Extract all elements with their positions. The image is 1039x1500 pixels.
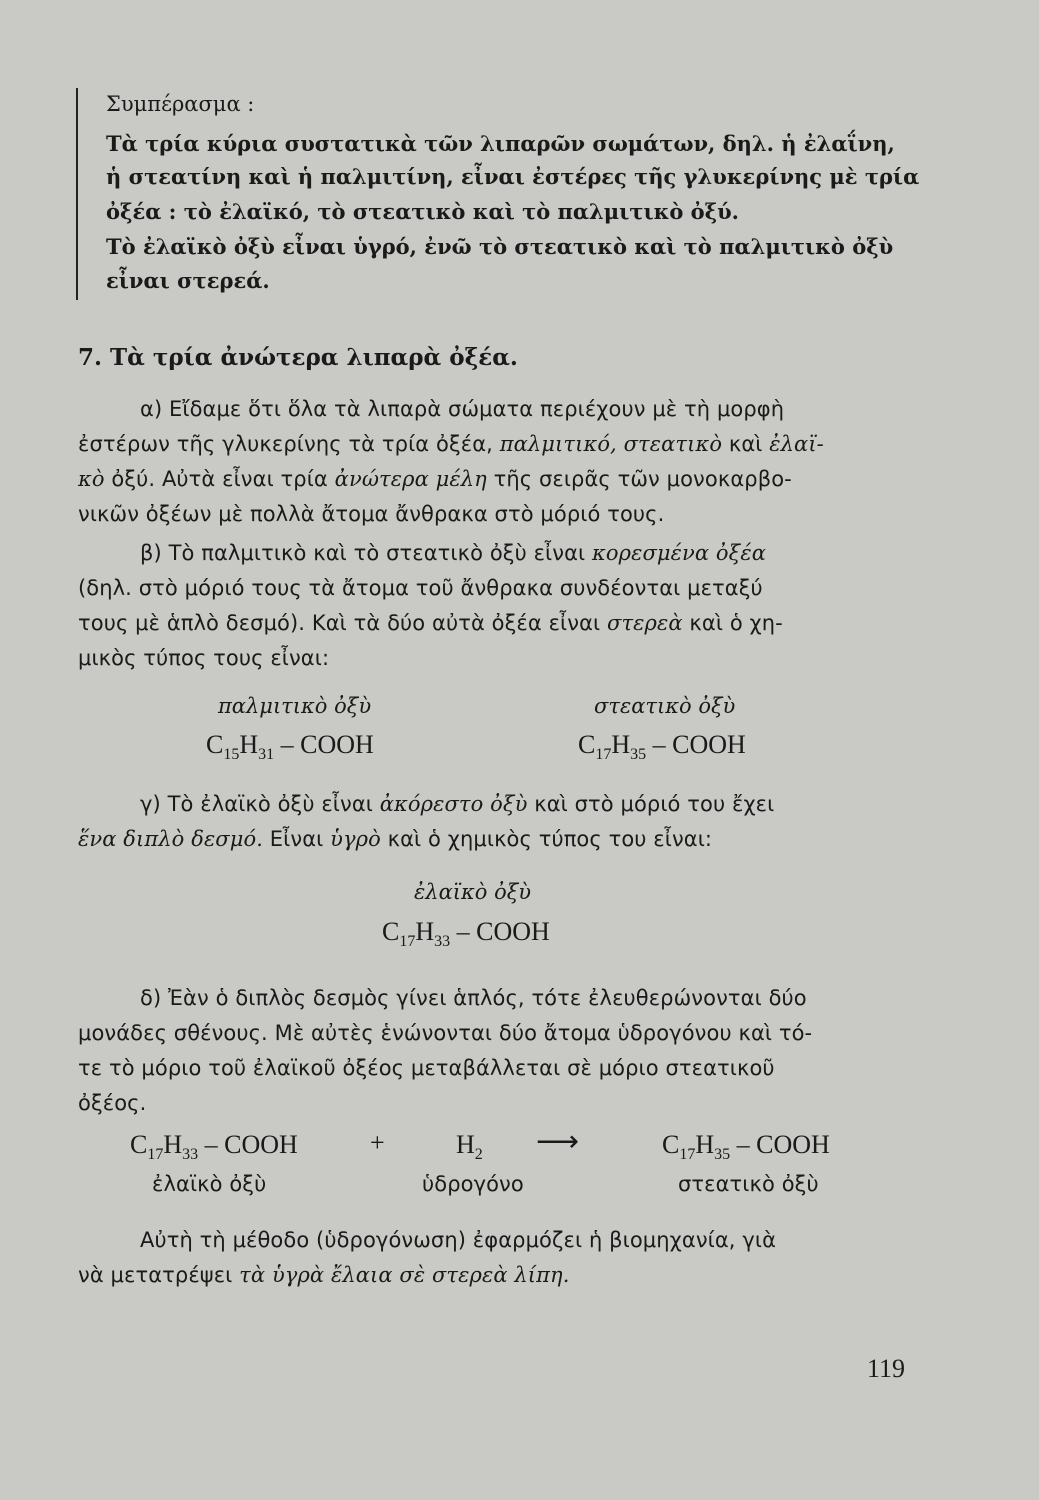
para-a-line-4: νικῶν ὀξέων μὲ πολλὰ ἄτομα ἄνθρακα στὸ μόριό τους.	[78, 502, 665, 526]
formula-oleic-c-sub: 17	[399, 933, 416, 951]
para-c-line-1-text-1: γ) Τὸ ἐλαϊκὸ ὀξὺ εἶναι	[140, 792, 373, 816]
formula-palm-cooh: – COOH	[274, 730, 374, 759]
reaction-left-cooh: – COOH	[198, 1130, 298, 1159]
summary-margin-bar	[76, 88, 78, 300]
reaction-reactant-oleic	[130, 1130, 298, 1164]
reaction-h2-sub: 2	[474, 1146, 483, 1164]
para-b-line-1-text: β) Τὸ παλμιτικὸ καὶ τὸ στεατικὸ ὀξὺ εἶναι	[140, 541, 586, 565]
formula-palm-c: C	[206, 730, 224, 759]
reaction-left-h: H	[163, 1130, 183, 1159]
formula-2-label-oleic: ἐλαϊκὸ ὀξὺ	[414, 880, 532, 904]
formula-oleic-h: H	[415, 917, 435, 946]
reaction-label-oleic: ἐλαϊκὸ ὀξὺ	[152, 1172, 267, 1196]
para-d-line-4: ὀξέος.	[78, 1091, 147, 1115]
formula-stear-h: H	[611, 730, 631, 759]
reaction-hydrogen	[456, 1130, 483, 1164]
summary-line-3: ὀξέα : τὸ ἐλαϊκό, τὸ στεατικὸ καὶ τὸ παλμιτικὸ ὀξύ.	[106, 199, 739, 224]
closing-line-2-text: νὰ μετατρέψει	[78, 1263, 233, 1287]
summary-line-4: Τὸ ἐλαϊκὸ ὀξὺ εἶναι ὑγρό, ἐνῶ τὸ στεατικὸ καὶ τὸ παλμιτικὸ ὀξὺ	[106, 234, 894, 259]
summary-title: Συμπέρασμα :	[106, 92, 255, 116]
para-a-line-1: α) Εἴδαμε ὅτι ὅλα τὰ λιπαρὰ σώματα περιέχουν μὲ τὴ μορφὴ	[140, 397, 785, 421]
para-a-line-3-text-2: τῆς σειρᾶς τῶν μονοκαρβο-	[493, 467, 792, 491]
para-a-line-3-text-1: ὀξύ. Αὐτὰ εἶναι τρία	[111, 467, 328, 491]
formula-1-label-stearic: στεατικὸ ὀξὺ	[594, 694, 736, 718]
formula-palm-h: H	[239, 730, 259, 759]
para-c-line-2-italic-1: ἕνα διπλὸ δεσμό.	[78, 827, 264, 851]
formula-stearic-acid	[578, 730, 746, 764]
reaction-right-c: C	[662, 1130, 680, 1159]
page-number: 119	[866, 1354, 905, 1383]
para-c-line-2-italic-2: ὑγρὸ	[330, 827, 381, 851]
formula-palm-c-sub: 15	[223, 746, 240, 764]
para-c-line-1-italic: ἀκόρεστο ὀξὺ	[379, 792, 528, 816]
reaction-left-c-sub: 17	[147, 1146, 164, 1164]
formula-palm-h-sub: 31	[258, 746, 275, 764]
closing-line-2	[78, 1263, 570, 1287]
para-d-line-1: δ) Ἐὰν ὁ διπλὸς δεσμὸς γίνει ἁπλός, τότε ἐλευθερώνονται δύο	[140, 986, 807, 1010]
reaction-h2-h: H	[456, 1130, 475, 1159]
formula-stear-h-sub: 35	[630, 746, 647, 764]
formula-oleic-c: C	[382, 917, 400, 946]
para-b-line-3	[78, 611, 783, 635]
reaction-arrow: ⟶	[536, 1125, 580, 1158]
para-b-line-3-italic: στερεὰ	[607, 611, 683, 635]
para-a-line-2-text: ἐστέρων τῆς γλυκερίνης τὰ τρία ὀξέα,	[78, 432, 493, 456]
formula-1-label-palmitic: παλμιτικὸ ὀξὺ	[218, 694, 372, 718]
para-c-line-1	[140, 792, 774, 816]
para-b-line-3-text-1: τους μὲ ἁπλὸ δεσμό). Καὶ τὰ δύο αὐτὰ ὀξέα εἶναι	[78, 611, 601, 635]
para-a-line-2	[78, 432, 824, 456]
reaction-label-hydrogen: ὑδρογόνο	[422, 1172, 524, 1196]
reaction-right-c-sub: 17	[679, 1146, 696, 1164]
para-a-line-2-italic-1: παλμιτικό, στεατικὸ	[499, 432, 723, 456]
reaction-plus: +	[370, 1128, 385, 1157]
para-c-line-2	[78, 827, 712, 851]
formula-stear-c: C	[578, 730, 596, 759]
summary-line-1: Τὰ τρία κύρια συστατικὰ τῶν λιπαρῶν σωμάτων, δηλ. ἡ ἐλαΐνη,	[106, 131, 895, 156]
closing-line-1: Αὐτὴ τὴ μέθοδο (ὑδρογόνωση) ἐφαρμόζει ἡ βιομηχανία, γιὰ	[140, 1228, 777, 1252]
reaction-right-h-sub: 35	[714, 1146, 731, 1164]
reaction-left-c: C	[130, 1130, 148, 1159]
reaction-right-h: H	[695, 1130, 715, 1159]
para-a-line-3-italic-2: ἀνώτερα μέλη	[334, 467, 487, 491]
para-d-line-2: μονάδες σθένους. Μὲ αὐτὲς ἑνώνονται δύο ἄτομα ὑδρογόνου καὶ τό-	[78, 1021, 813, 1045]
para-a-line-3-italic-1: κὸ	[78, 467, 105, 491]
para-b-line-1-italic: κορεσμένα ὀξέα	[592, 541, 766, 565]
para-c-line-2-text-1: Εἶναι	[269, 827, 324, 851]
para-b-line-4: μικὸς τύπος τους εἶναι:	[78, 646, 330, 670]
para-b-line-3-text-2: καὶ ὁ χη-	[689, 611, 783, 635]
section-heading: 7. Τὰ τρία ἀνώτερα λιπαρὰ ὀξέα.	[78, 344, 518, 371]
formula-palmitic-acid	[206, 730, 374, 764]
reaction-left-h-sub: 33	[182, 1146, 199, 1164]
formula-stear-cooh: – COOH	[646, 730, 746, 759]
para-c-line-2-text-2: καὶ ὁ χημικὸς τύπος του εἶναι:	[387, 827, 713, 851]
para-c-line-1-text-2: καὶ στὸ μόριό του ἔχει	[534, 792, 775, 816]
formula-stear-c-sub: 17	[595, 746, 612, 764]
para-a-line-3	[78, 467, 792, 491]
summary-line-2: ἡ στεατίνη καὶ ἡ παλμιτίνη, εἶναι ἐστέρες τῆς γλυκερίνης μὲ τρία	[106, 164, 920, 189]
para-d-line-3: τε τὸ μόριο τοῦ ἐλαϊκοῦ ὀξέος μεταβάλλεται σὲ μόριο στεατικοῦ	[78, 1056, 775, 1080]
para-b-line-1	[140, 541, 766, 565]
closing-line-2-italic: τὰ ὑγρὰ ἔλαια σὲ στερεὰ λίπη.	[239, 1263, 570, 1287]
summary-line-5: εἶναι στερεά.	[106, 268, 270, 293]
formula-oleic-acid	[382, 917, 550, 951]
reaction-right-cooh: – COOH	[730, 1130, 830, 1159]
para-a-line-2-italic-2: ἐλαϊ-	[769, 432, 824, 456]
para-a-line-2-and: καὶ	[728, 432, 763, 456]
para-b-line-2: (δηλ. στὸ μόριό τους τὰ ἄτομα τοῦ ἄνθρακα συνδέονται μεταξύ	[78, 576, 763, 600]
reaction-product-stearic	[662, 1130, 830, 1164]
formula-oleic-cooh: – COOH	[450, 917, 550, 946]
reaction-label-stearic: στεατικὸ ὀξὺ	[678, 1172, 819, 1196]
formula-oleic-h-sub: 33	[434, 933, 451, 951]
